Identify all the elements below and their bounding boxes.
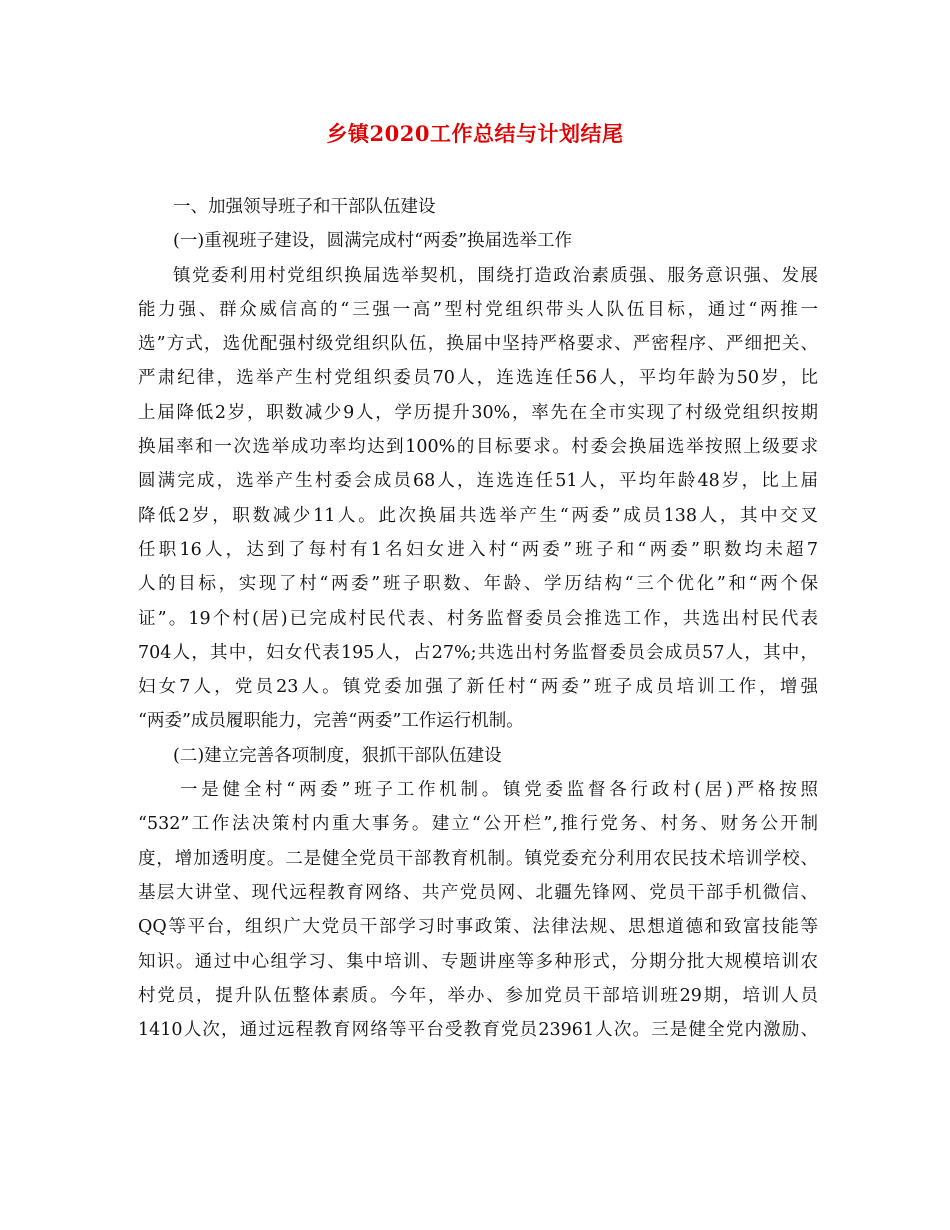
text-line: 圆满完成，选举产生村委会成员68人，连选连任51人，平均年龄48岁，比上届 bbox=[138, 471, 818, 492]
text-line: 任职16人，达到了每村有1名妇女进入村“两委”班子和“两委”职数均未超7 bbox=[138, 539, 818, 560]
text-line: 人的目标，实现了村“两委”班子职数、年龄、学历结构“三个优化”和“两个保 bbox=[138, 574, 818, 595]
text-line: 基层大讲堂、现代远程教育网络、共产党员网、北疆先锋网、党员干部手机微信、 bbox=[138, 882, 818, 903]
text-line: 严肃纪律，选举产生村党组织委员70人，连选连任56人，平均年龄为50岁，比 bbox=[138, 368, 818, 389]
text-line: 村党员，提升队伍整体素质。今年，举办、参加党员干部培训班29期，培训人员 bbox=[138, 985, 818, 1006]
text-line: (一)重视班子建设，圆满完成村“两委”换届选举工作 bbox=[173, 231, 573, 252]
text-line: 妇女7人，党员23人。镇党委加强了新任村“两委”班子成员培训工作，增强 bbox=[138, 677, 818, 698]
text-line: (二)建立完善各项制度，狠抓干部队伍建设 bbox=[173, 745, 502, 766]
text-line: 选”方式，选优配强村级党组织队伍，换届中坚持严格要求、严密程序、严细把关、 bbox=[138, 334, 818, 355]
text-line: 换届率和一次选举成功率均达到100%的目标要求。村委会换届选举按照上级要求 bbox=[138, 437, 818, 458]
text-line: 证”。19个村(居)已完成村民代表、村务监督委员会推选工作，共选出村民代表 bbox=[138, 608, 818, 629]
text-line: 上届降低2岁，职数减少9人，学历提升30%，率先在全市实现了村级党组织按期 bbox=[138, 402, 818, 423]
text-line: 知识。通过中心组学习、集中培训、专题讲座等多种形式，分期分批大规模培训农 bbox=[138, 951, 818, 972]
text-line: 一是健全村“两委”班子工作机制。镇党委监督各行政村(居)严格按照 bbox=[180, 780, 818, 801]
text-line: 能力强、群众威信高的“三强一高”型村党组织带头人队伍目标，通过“两推一 bbox=[138, 299, 818, 320]
text-line: “532”工作法决策村内重大事务。建立“公开栏”,推行党务、村务、财务公开制 bbox=[138, 814, 818, 835]
document-body bbox=[138, 190, 818, 1047]
text-line: 1410人次，通过远程教育网络等平台受教育党员23961人次。三是健全党内激励、 bbox=[138, 1020, 818, 1041]
text-line: 704人，其中，妇女代表195人，占27%;共选出村务监督委员会成员57人，其中， bbox=[138, 642, 818, 663]
text-line: 镇党委利用村党组织换届选举契机，围绕打造政治素质强、服务意识强、发展 bbox=[173, 265, 818, 286]
text-line: 降低2岁，职数减少11人。此次换届共选举产生“两委”成员138人，其中交叉 bbox=[138, 505, 818, 526]
text-line: “两委”成员履职能力，完善“两委”工作运行机制。 bbox=[138, 711, 524, 732]
text-line: QQ等平台，组织广大党员干部学习时事政策、法律法规、思想道德和致富技能等 bbox=[138, 917, 818, 938]
text-line: 一、加强领导班子和干部队伍建设 bbox=[173, 197, 436, 217]
text-line: 度，增加透明度。二是健全党员干部教育机制。镇党委充分利用农民技术培训学校、 bbox=[138, 848, 818, 869]
document-title: 乡镇2020工作总结与计划结尾 bbox=[326, 121, 624, 146]
